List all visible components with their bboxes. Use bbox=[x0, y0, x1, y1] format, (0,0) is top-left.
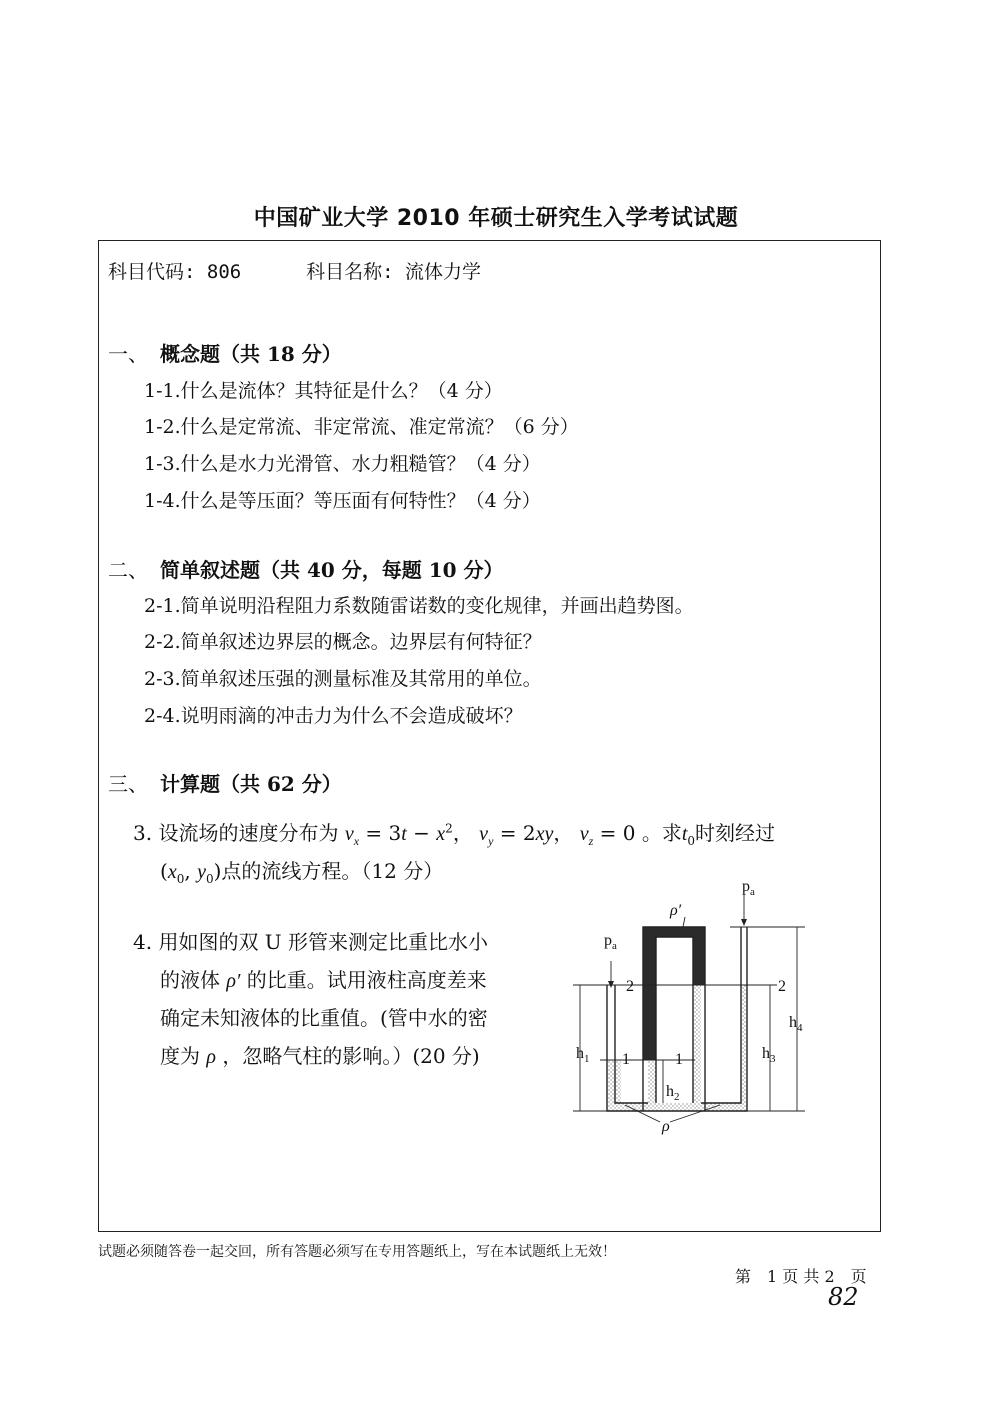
subject-name-label: 科目名称: bbox=[306, 261, 394, 283]
vx-equation: $v_x = 3t - x^2$ bbox=[344, 821, 453, 848]
t0-symbol: $t_0$ bbox=[681, 823, 696, 848]
section-number: 二、 bbox=[108, 558, 148, 582]
question-4-line: 确定未知液体的比重值。(管中水的密 bbox=[160, 1006, 488, 1030]
question-item: 1-4.什么是等压面？等压面有何特性？（4 分） bbox=[144, 490, 541, 512]
subject-line bbox=[108, 257, 481, 284]
arrow-head bbox=[608, 981, 614, 988]
handwritten-mark: 82 bbox=[828, 1283, 859, 1311]
rho-label: ρ bbox=[662, 1118, 670, 1135]
double-u-tube-diagram bbox=[570, 875, 820, 1135]
question-item: 1-3.什么是水力光滑管、水力粗糙管？（4 分） bbox=[144, 453, 541, 475]
section-heading bbox=[108, 554, 504, 583]
subject-code: 806 bbox=[206, 261, 242, 283]
question-4-line: 度为 ρ ，忽略气柱的影响。）(20 分) bbox=[160, 1043, 480, 1068]
pa-left-label: $p_a$ bbox=[604, 932, 617, 952]
question-number: 3. bbox=[133, 821, 153, 845]
question-item: 2-3.简单叙述压强的测量标准及其常用的单位。 bbox=[144, 668, 542, 690]
question-3-line-1: 3. 设流场的速度分布为 $v_x = 3t - x^2$， $v_y = 2xy$， $v_z = 0$ 。求$t_0$时刻经过 bbox=[133, 821, 776, 848]
question-3-text: 设流场的速度分布为 bbox=[158, 821, 339, 845]
page-number: 第 1 页 共 2 页 bbox=[735, 1267, 867, 1286]
vy-equation: $v_y = 2xy$ bbox=[479, 821, 554, 848]
section-number: 一、 bbox=[108, 342, 148, 366]
subject-code-label: 科目代码: bbox=[108, 261, 196, 283]
subject-name: 流体力学 bbox=[405, 261, 482, 283]
vz-equation: $v_z = 0$ bbox=[579, 821, 636, 848]
question-4-line: 的液体 ρ′ 的比重。试用液柱高度差来 bbox=[160, 967, 487, 992]
question-4-line: 用如图的双 U 形管来测定比重比水小 bbox=[158, 930, 489, 954]
pa-right-label: $p_a$ bbox=[742, 878, 755, 898]
section-title: 简单叙述题（共 40 分，每题 10 分） bbox=[160, 558, 504, 582]
water-region bbox=[693, 985, 701, 1103]
footer-note: 试题必须随答卷一起交回，所有答题必须写在专用答题纸上，写在本试题纸上无效！ bbox=[98, 1244, 616, 1260]
h1-label: $h_1$ bbox=[576, 1045, 590, 1065]
h2-label: $h_2$ bbox=[666, 1083, 680, 1103]
question-item: 1-2.什么是定常流、非定常流、准定常流？（6 分） bbox=[144, 416, 579, 438]
h4-label: $h_4$ bbox=[789, 1014, 803, 1034]
question-number: 4. bbox=[133, 930, 153, 954]
question-4 bbox=[133, 924, 553, 1076]
question-item: 2-2.简单叙述边界层的概念。边界层有何特征？ bbox=[144, 631, 542, 653]
leader-line bbox=[683, 917, 685, 927]
inverted-u-tube bbox=[656, 937, 693, 1103]
question-item: 2-4.说明雨滴的冲击力为什么不会造成破坏？ bbox=[144, 705, 523, 727]
level-1-label-left: 1 bbox=[622, 1051, 630, 1068]
page-title: 中国矿业大学 2010 年硕士研究生入学考试试题 bbox=[253, 206, 739, 231]
right-u-tube bbox=[701, 927, 741, 1103]
water-region bbox=[615, 1060, 621, 1103]
point-symbol: ($x_0$, $y_0$) bbox=[160, 859, 222, 886]
question-item: 1-1.什么是流体？其特征是什么？（4 分） bbox=[144, 380, 503, 402]
section-heading bbox=[108, 338, 342, 367]
section-title: 概念题（共 18 分） bbox=[160, 342, 342, 366]
water-region bbox=[648, 1060, 656, 1103]
question-3-line-2: ($x_0$, $y_0$)点的流线方程。（12 分） bbox=[160, 859, 444, 886]
level-2-label-left: 2 bbox=[626, 978, 634, 995]
section-number: 三、 bbox=[108, 772, 148, 796]
h3-label: $h_3$ bbox=[762, 1045, 776, 1065]
level-2-label-right: 2 bbox=[778, 978, 786, 995]
section-title: 计算题（共 62 分） bbox=[160, 772, 342, 796]
level-1-label-right: 1 bbox=[675, 1051, 683, 1068]
question-item: 2-1.简单说明沿程阻力系数随雷诺数的变化规律，并画出趋势图。 bbox=[144, 595, 694, 617]
rho-prime-label: ρ′ bbox=[670, 902, 682, 919]
arrow-head bbox=[741, 919, 747, 926]
section-heading bbox=[108, 768, 342, 797]
